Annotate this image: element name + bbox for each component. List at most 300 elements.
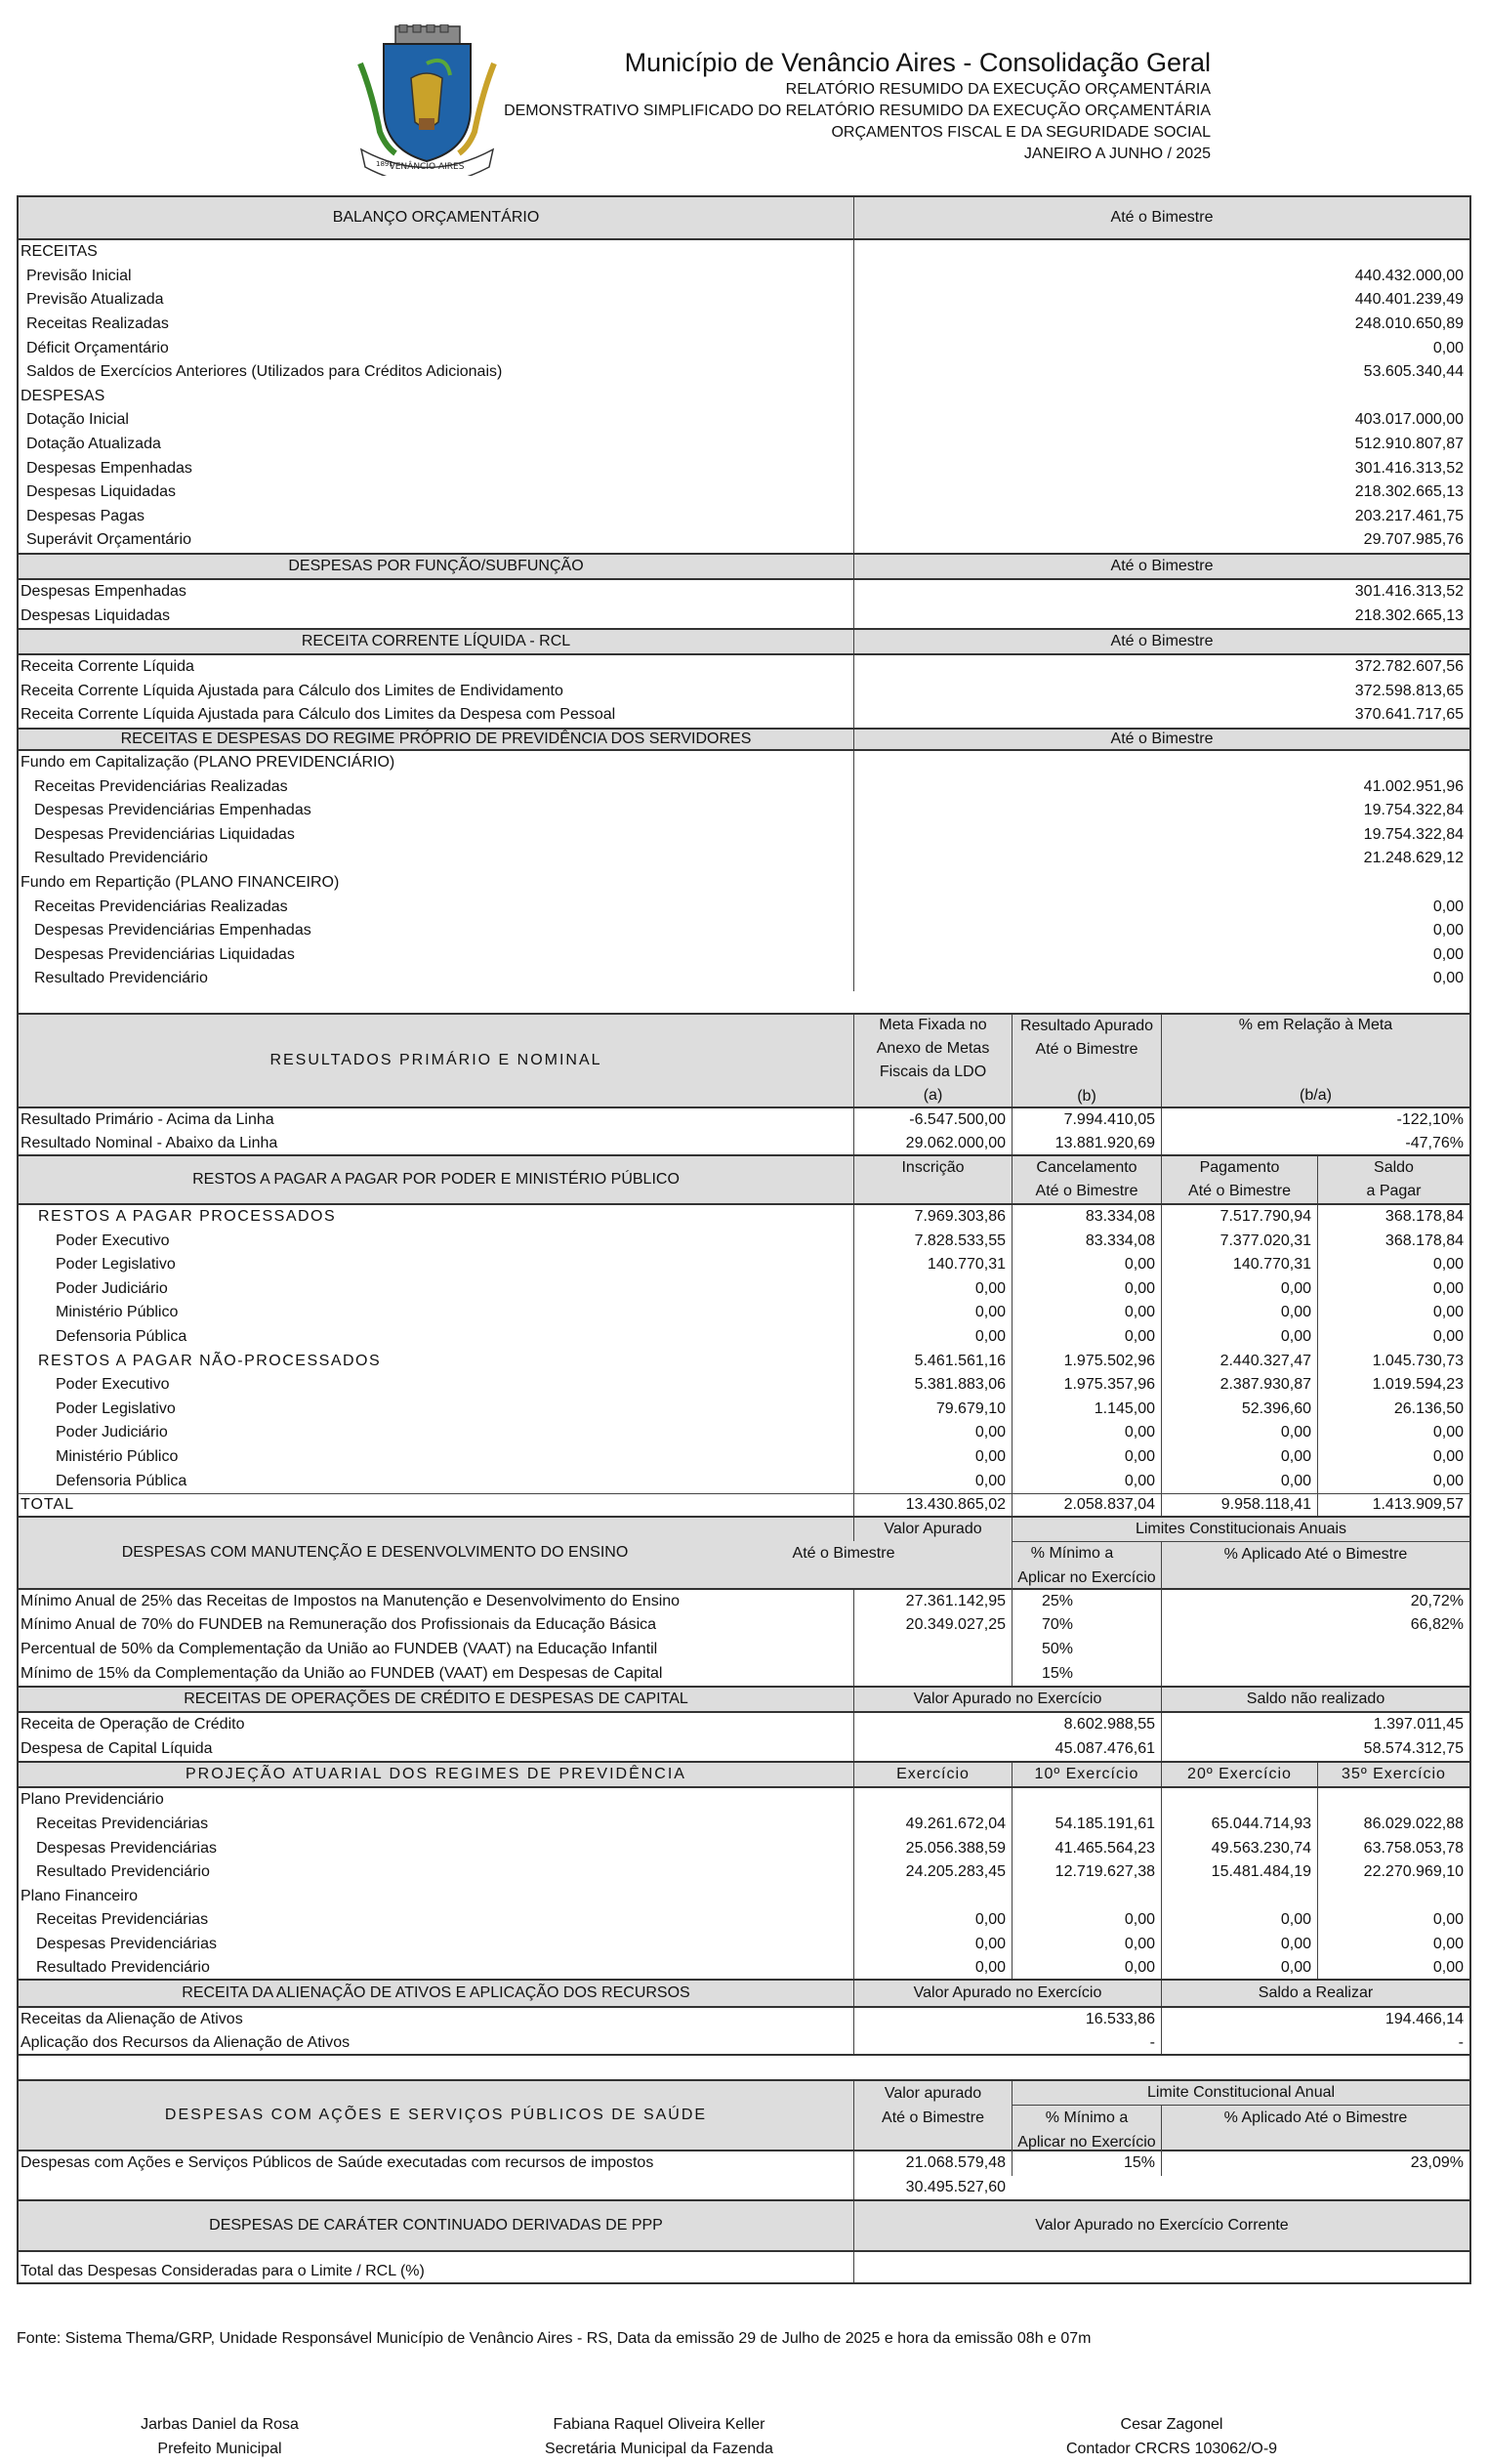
row-value: 0,00 [1317,1277,1469,1302]
row-value: - [1161,2031,1469,2054]
section-title: RECEITAS DE OPERAÇÕES DE CRÉDITO E DESPESAS DE CAPITAL [184,1690,688,1707]
table-row [17,360,1471,385]
table-row [17,433,1471,457]
report-subtitle: DEMONSTRATIVO SIMPLIFICADO DO RELATÓRIO RESUMIDO DA EXECUÇÃO ORÇAMENTÁRIA [504,103,1211,119]
table-row [17,580,1471,605]
row-value: 15.481.484,19 [1161,1860,1317,1885]
row-value: 1.975.357,96 [1012,1373,1161,1398]
table-row [17,1661,1471,1686]
row-label: Fundo em Capitalização (PLANO PREVIDENCIÁRIO) [21,753,395,771]
table-row [17,680,1471,704]
row-value: 7.828.533,55 [853,1229,1012,1253]
column-header [1317,1156,1469,1203]
row-label: Receitas Previdenciárias [36,1815,209,1832]
row-label: RECEITAS [21,243,98,261]
row-value: 0,00 [853,1301,1012,1325]
column-header: 35º Exercício [1317,1763,1469,1786]
report-titles [488,47,1211,165]
signature-accountant [1015,2412,1328,2461]
section-header [17,728,1471,751]
row-value: 0,00 [1012,1325,1161,1350]
row-value [853,1884,1012,1908]
row-label: Resultado Previdenciário [36,1958,210,1976]
row-value [1161,1788,1317,1813]
row-label: Ministério Público [56,1448,179,1466]
section-title: BALANÇO ORÇAMENTÁRIO [332,209,540,226]
row-value: 0,00 [853,942,1469,967]
row-value: 440.432.000,00 [853,265,1469,289]
section-title: DESPESAS COM AÇÕES E SERVIÇOS PÚBLICOS DE SAÚDE [164,2107,708,2124]
column-header: % Aplicado Até o Bimestre [1161,2105,1469,2153]
table-row [17,871,1471,896]
table-row [17,1373,1471,1398]
row-label: Resultado Previdenciário [36,1863,210,1881]
table-row [17,1469,1471,1493]
row-label: Saldos de Exercícios Anteriores (Utilizados para Créditos Adicionais) [26,363,503,381]
header-line: a Pagar [1366,1182,1422,1199]
section-title: PROJEÇÃO ATUARIAL DOS REGIMES DE PREVIDÊNCIA [186,1766,686,1783]
row-value: 1.397.011,45 [1161,1713,1469,1737]
table-row-total [17,1493,1471,1518]
table-row [17,456,1471,480]
section-title: DESPESAS COM MANUTENÇÃO E DESENVOLVIMENTO DO ENSINO [121,1543,629,1561]
table-row [17,1301,1471,1325]
row-value [1161,1884,1317,1908]
column-header: % Aplicado Até o Bimestre [1161,1541,1469,1590]
table-row [17,1737,1471,1762]
row-label: Receitas Previdenciárias [36,1911,209,1929]
table-row [17,408,1471,433]
row-value: 26.136,50 [1317,1398,1469,1422]
table-row [17,1956,1471,1981]
section-header [17,1686,1471,1713]
header-line: Fiscais da LDO [879,1063,987,1080]
table-row [17,1638,1471,1662]
column-header-percent [1161,1015,1469,1107]
signer-name: Fabiana Raquel Oliveira Keller [553,2416,765,2433]
row-label: Dotação Atualizada [26,436,161,453]
row-value: 41.002.951,96 [853,774,1469,799]
table-row [17,385,1471,409]
row-label: Resultado Previdenciário [34,970,208,987]
signer-role: Prefeito Municipal [157,2441,282,2457]
row-value: 0,00 [1317,1445,1469,1470]
table-row [17,942,1471,967]
row-label: Previsão Inicial [26,267,132,284]
column-header: Até o Bimestre [853,730,1469,749]
row-value: 2.440.327,47 [1161,1349,1317,1373]
header-line: (b) [1077,1087,1096,1105]
row-value: 19.754.322,84 [853,799,1469,823]
row-value: 19.754.322,84 [853,822,1469,847]
column-header-value [853,2081,1012,2150]
row-value: 9.958.118,41 [1161,1494,1317,1516]
row-value: 0,00 [1012,1445,1161,1470]
header-line: Até o Bimestre [882,2109,984,2127]
column-header: Valor Apurado no Exercício [853,1981,1161,2006]
row-label: Despesas Previdenciárias [36,1839,217,1857]
row-label: Defensoria Pública [56,1328,187,1346]
header-line: Aplicar no Exercício [1017,1569,1156,1587]
header-line: Até o Bimestre [1188,1182,1291,1199]
section-header [17,553,1471,580]
row-value: 0,00 [1161,1933,1317,1957]
table-row [17,505,1471,529]
row-label: DESPESAS [21,387,105,404]
table-row [17,265,1471,289]
row-value: 13.430.865,02 [853,1494,1012,1516]
row-value: 140.770,31 [1161,1253,1317,1277]
table-row [17,480,1471,505]
table-row [17,528,1471,553]
row-value: 0,00 [1161,1421,1317,1445]
row-value: 0,00 [1161,1445,1317,1470]
header-line: (a) [923,1086,943,1104]
table-row [17,1349,1471,1373]
row-label: Plano Previdenciário [21,1791,164,1809]
row-value: 15% [1012,1661,1161,1686]
table-row [17,288,1471,313]
row-value: 7.994.410,05 [1012,1108,1161,1133]
row-value: 1.019.594,23 [1317,1373,1469,1398]
row-value: 66,82% [1161,1613,1469,1638]
row-value: 140.770,31 [853,1253,1012,1277]
table-row [17,751,1471,775]
row-value: - [853,2031,1161,2054]
row-value: 194.466,14 [1161,2008,1469,2032]
table-row [17,1445,1471,1470]
row-value: -6.547.500,00 [853,1108,1012,1133]
row-value: 63.758.053,78 [1317,1836,1469,1860]
column-header: Até o Bimestre [792,1544,895,1562]
section-title: RECEITA DA ALIENAÇÃO DE ATIVOS E APLICAÇÃO DOS RECURSOS [182,1984,690,2001]
header-line: Até o Bimestre [1035,1182,1138,1199]
svg-text:VENÂNCIO AIRES: VENÂNCIO AIRES [389,162,465,172]
section-title: DESPESAS DE CARÁTER CONTINUADO DERIVADAS DE PPP [209,2217,663,2234]
row-value [853,240,1469,265]
table-row [17,847,1471,871]
signer-role: Contador CRCRS 103062/O-9 [1065,2441,1278,2457]
row-label: Despesas com Ações e Serviços Públicos de Saúde executadas com recursos de impostos [21,2154,654,2172]
row-value: 5.461.561,16 [853,1349,1012,1373]
row-label: Despesas Previdenciárias [36,1935,217,1952]
row-value: 0,00 [853,1445,1012,1470]
section-header [17,1156,1471,1205]
row-value: 0,00 [1161,1908,1317,1933]
row-value: 301.416.313,52 [853,456,1469,480]
row-value: 29.062.000,00 [853,1132,1012,1154]
row-value: 0,00 [1317,1908,1469,1933]
row-value: 0,00 [1161,1956,1317,1979]
section-header [17,2079,1471,2151]
row-label: Despesa de Capital Líquida [21,1739,213,1757]
row-label: Receita Corrente Líquida Ajustada para Cálculo dos Limites da Despesa com Pessoal [21,706,616,724]
row-value [853,1638,1012,1662]
row-value: 0,00 [1012,1956,1161,1979]
signature-mayor [78,2412,361,2461]
table-row [17,1325,1471,1350]
row-label: Receita Corrente Líquida Ajustada para Cálculo dos Limites de Endividamento [21,682,563,699]
column-header [1161,1156,1317,1203]
row-value: 53.605.340,44 [853,360,1469,385]
header-line: Meta Fixada no [879,1016,987,1033]
column-header: Limite Constitucional Anual [1012,2081,1469,2105]
row-value: 0,00 [1161,1325,1317,1350]
row-value: 24.205.283,45 [853,1860,1012,1885]
row-label: Poder Executivo [56,1376,170,1394]
row-label: Poder Legislativo [56,1256,176,1274]
header-line: Resultado Apurado [1019,1017,1154,1034]
row-value: 0,00 [853,919,1469,943]
row-value: 41.465.564,23 [1012,1836,1161,1860]
table-row [17,774,1471,799]
row-value: 0,00 [1012,1908,1161,1933]
row-value: 0,00 [1317,1253,1469,1277]
row-value: 368.178,84 [1317,1229,1469,1253]
row-label: Aplicação dos Recursos da Alienação de Ativos [21,2033,351,2051]
row-label: Poder Executivo [56,1232,170,1249]
header-line: % em Relação à Meta [1238,1016,1393,1033]
table-row [17,1713,1471,1737]
row-value: 0,00 [1317,1933,1469,1957]
row-label: Poder Judiciário [56,1424,168,1441]
row-value: 5.381.883,06 [853,1373,1012,1398]
row-label: Fundo em Repartição (PLANO FINANCEIRO) [21,873,340,891]
table-row [17,822,1471,847]
spacer-row [17,2056,1471,2079]
column-header: 10º Exercício [1012,1763,1161,1786]
header-line: Cancelamento [1036,1158,1137,1176]
row-label: Superávit Orçamentário [26,531,191,549]
row-label: Poder Judiciário [56,1279,168,1297]
section-title: RECEITA CORRENTE LÍQUIDA - RCL [301,632,571,649]
row-value: 12.719.627,38 [1012,1860,1161,1885]
row-value: -122,10% [1161,1108,1469,1133]
table-row [17,240,1471,265]
table-row [17,799,1471,823]
row-label: Despesas Empenhadas [21,583,186,601]
row-value [1012,2176,1469,2200]
row-value: 2.387.930,87 [1161,1373,1317,1398]
row-value: 0,00 [1317,1469,1469,1493]
table-row [17,919,1471,943]
row-value: 0,00 [1161,1277,1317,1302]
row-value: 65.044.714,93 [1161,1813,1317,1837]
table-row [17,1229,1471,1253]
municipal-crest-icon [356,24,498,176]
row-value: 218.302.665,13 [853,604,1469,628]
row-label: Plano Financeiro [21,1887,139,1904]
column-header: Valor Apurado no Exercício Corrente [853,2201,1469,2250]
row-value [1161,1638,1469,1662]
row-label: Despesas Previdenciárias Liquidadas [34,945,295,963]
row-label: Receitas da Alienação de Ativos [21,2011,243,2028]
row-label: Mínimo Anual de 25% das Receitas de Impostos na Manutenção e Desenvolvimento do Ensino [21,1592,681,1609]
row-value [1012,1788,1161,1813]
column-header: Até o Bimestre [853,197,1469,238]
section-header [17,2199,1471,2252]
row-label: Dotação Inicial [26,411,129,429]
row-label: Mínimo de 15% da Complementação da União ao FUNDEB (VAAT) em Despesas de Capital [21,1664,663,1682]
row-value: -47,76% [1161,1132,1469,1154]
header-line: Valor apurado [884,2085,982,2103]
row-value: 58.574.312,75 [1161,1737,1469,1762]
row-value: 20,72% [1161,1590,1469,1614]
table-row [17,2176,1471,2200]
section-header [17,1013,1471,1108]
row-label: Despesas Previdenciárias Empenhadas [34,922,311,940]
row-value: 0,00 [1012,1469,1161,1493]
row-value: 0,00 [853,1933,1012,1957]
column-header: Saldo não realizado [1161,1688,1469,1711]
row-value [853,1788,1012,1813]
column-header-min [1012,1541,1161,1590]
row-value: 0,00 [853,1469,1012,1493]
row-value: 70% [1012,1613,1161,1638]
row-value [1012,1884,1161,1908]
table-row [17,1908,1471,1933]
table-row [17,1205,1471,1230]
column-header: Limites Constitucionais Anuais [1012,1518,1469,1541]
row-value: 218.302.665,13 [853,480,1469,505]
row-value: 0,00 [1012,1421,1161,1445]
row-value: 29.707.985,76 [853,528,1469,553]
svg-text:1891: 1891 [376,160,393,168]
header-line: Pagamento [1199,1158,1280,1176]
row-value: 49.261.672,04 [853,1813,1012,1837]
row-value: 1.413.909,57 [1317,1494,1469,1516]
table-row [17,1398,1471,1422]
section-header [17,195,1471,240]
row-label: Receita de Operação de Crédito [21,1716,245,1733]
row-label: Mínimo Anual de 70% do FUNDEB na Remuneração dos Profissionais da Educação Básica [21,1616,657,1634]
table-row [17,336,1471,360]
table-row [17,604,1471,628]
row-value: 86.029.022,88 [1317,1813,1469,1837]
row-value: 372.782.607,56 [853,655,1469,680]
row-value: 21.248.629,12 [853,847,1469,871]
row-label: Percentual de 50% da Complementação da União ao FUNDEB (VAAT) na Educação Infantil [21,1641,658,1658]
column-header [1012,1156,1161,1203]
column-header-result [1012,1015,1161,1107]
row-value: 20.349.027,25 [853,1613,1012,1638]
header-line: Inscrição [901,1158,965,1176]
report-subtitle: RELATÓRIO RESUMIDO DA EXECUÇÃO ORÇAMENTÁRIA [785,81,1211,98]
table-row [17,1253,1471,1277]
row-value: 0,00 [853,1277,1012,1302]
row-label: Receita Corrente Líquida [21,658,194,676]
row-label: Despesas Previdenciárias Liquidadas [34,825,295,843]
report-period: JANEIRO A JUNHO / 2025 [1023,146,1211,162]
table-row [17,1132,1471,1156]
row-value: 21.068.579,48 [853,2151,1012,2176]
row-value: 50% [1012,1638,1161,1662]
table-row [17,2151,1471,2176]
row-value: 83.334,08 [1012,1205,1161,1230]
row-value: 23,09% [1161,2151,1469,2176]
column-header: Até o Bimestre [853,555,1469,578]
report-tables [17,195,1471,2284]
signer-name: Jarbas Daniel da Rosa [141,2416,299,2433]
row-value: 0,00 [853,1325,1012,1350]
row-value [853,871,1469,896]
row-label: Despesas Liquidadas [21,606,170,624]
section-header [17,1518,1471,1590]
column-header-min [1012,2105,1161,2153]
table-row [17,1836,1471,1860]
table-row [17,1590,1471,1614]
header-line: % Mínimo a [1030,1545,1114,1563]
row-value: 52.396,60 [1161,1398,1317,1422]
row-value: 25.056.388,59 [853,1836,1012,1860]
row-label: Despesas Previdenciárias Empenhadas [34,802,311,819]
row-value: 8.602.988,55 [853,1713,1161,1737]
row-value: 0,00 [1012,1301,1161,1325]
row-value: 0,00 [1012,1277,1161,1302]
row-label: Ministério Público [56,1304,179,1321]
row-value: 0,00 [1317,1301,1469,1325]
row-value [853,2252,1469,2282]
table-row [17,2252,1471,2284]
row-value: 79.679,10 [853,1398,1012,1422]
report-header [0,0,1488,190]
row-value: 49.563.230,74 [1161,1836,1317,1860]
row-value: 13.881.920,69 [1012,1132,1161,1154]
column-header: Até o Bimestre [853,630,1469,653]
row-value: 0,00 [853,895,1469,919]
row-value: 7.969.303,86 [853,1205,1012,1230]
row-value: 0,00 [853,1421,1012,1445]
column-header [853,1156,1012,1203]
row-label: Despesas Pagas [26,507,145,524]
municipality-title: Município de Venâncio Aires - Consolidação Geral [624,48,1211,77]
row-value: 0,00 [1012,1253,1161,1277]
header-line: Saldo [1374,1158,1414,1176]
row-value: 370.641.717,65 [853,703,1469,728]
table-row [17,1813,1471,1837]
table-row [17,703,1471,728]
row-value: 368.178,84 [1317,1205,1469,1230]
table-row [17,1884,1471,1908]
row-value: 54.185.191,61 [1012,1813,1161,1837]
row-value: 15% [1012,2151,1161,2176]
section-title: RECEITAS E DESPESAS DO REGIME PRÓPRIO DE PREVIDÊNCIA DOS SERVIDORES [120,730,752,747]
row-value: 1.145,00 [1012,1398,1161,1422]
row-value: 512.910.807,87 [853,433,1469,457]
table-row [17,1613,1471,1638]
table-row [17,1277,1471,1302]
table-row [17,895,1471,919]
header-line: (b/a) [1300,1086,1332,1104]
table-row [17,1421,1471,1445]
section-header [17,1761,1471,1788]
row-value: 7.517.790,94 [1161,1205,1317,1230]
header-line: % Mínimo a [1045,2109,1129,2126]
row-value: 30.495.527,60 [853,2176,1012,2200]
row-value: 0,00 [1161,1301,1317,1325]
row-value: 0,00 [853,1908,1012,1933]
row-value: 7.377.020,31 [1161,1229,1317,1253]
table-row [17,655,1471,680]
row-label: Defensoria Pública [56,1472,187,1489]
row-value: 22.270.969,10 [1317,1860,1469,1885]
row-value: 372.598.813,65 [853,680,1469,704]
row-label: RESTOS A PAGAR NÃO-PROCESSADOS [38,1352,382,1369]
section-title: RESULTADOS PRIMÁRIO E NOMINAL [269,1051,602,1068]
row-label: Resultado Primário - Acima da Linha [21,1110,274,1128]
report-subtitle: ORÇAMENTOS FISCAL E DA SEGURIDADE SOCIAL [831,124,1211,141]
row-value: 0,00 [1161,1469,1317,1493]
